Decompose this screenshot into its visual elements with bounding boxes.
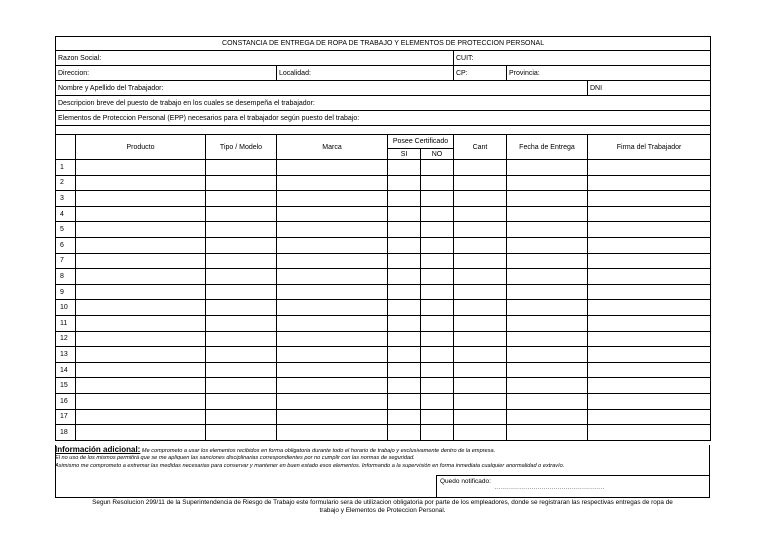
row-number: 11 bbox=[56, 315, 76, 331]
producto-cell[interactable] bbox=[76, 253, 206, 269]
table-row bbox=[56, 409, 711, 425]
firma-cell[interactable] bbox=[588, 347, 711, 363]
fecha-entrega-cell[interactable] bbox=[507, 269, 588, 285]
no-cell[interactable] bbox=[421, 300, 454, 316]
table-row bbox=[56, 362, 711, 378]
no-cell[interactable] bbox=[421, 160, 454, 176]
firma-cell[interactable] bbox=[588, 253, 711, 269]
header-cant: Cant bbox=[454, 135, 507, 160]
firma-cell[interactable] bbox=[588, 315, 711, 331]
producto-cell[interactable] bbox=[76, 175, 206, 191]
row-number: 13 bbox=[56, 347, 76, 363]
fecha-entrega-cell[interactable] bbox=[507, 393, 588, 409]
no-cell[interactable] bbox=[421, 378, 454, 394]
table-row bbox=[56, 269, 711, 285]
no-cell[interactable] bbox=[421, 206, 454, 222]
cant-cell[interactable] bbox=[454, 237, 507, 253]
cuit-field[interactable]: CUIT: bbox=[454, 51, 711, 66]
firma-cell[interactable] bbox=[588, 362, 711, 378]
si-cell[interactable] bbox=[388, 409, 421, 425]
fecha-entrega-cell[interactable] bbox=[507, 300, 588, 316]
cant-cell[interactable] bbox=[454, 315, 507, 331]
nombre-trabajador-field[interactable]: Nombre y Apellido del Trabajador: bbox=[56, 81, 588, 96]
notificado-box[interactable] bbox=[436, 475, 709, 498]
si-cell[interactable] bbox=[388, 175, 421, 191]
adicional-text-2: El no uso de los mismos permitirá que se me apliquen las sanciones disciplinarias correspondientes por no cumplir con las normas de seguridad. bbox=[55, 455, 415, 461]
cant-cell[interactable] bbox=[454, 284, 507, 300]
firma-cell[interactable] bbox=[588, 331, 711, 347]
producto-cell[interactable] bbox=[76, 269, 206, 285]
tipo-modelo-cell[interactable] bbox=[206, 160, 277, 176]
footer-line-2: trabajo y Elementos de Proteccion Personal. bbox=[319, 507, 446, 514]
tipo-modelo-cell[interactable] bbox=[206, 362, 277, 378]
row-number: 3 bbox=[56, 191, 76, 207]
si-cell[interactable] bbox=[388, 393, 421, 409]
fecha-entrega-cell[interactable] bbox=[507, 222, 588, 238]
marca-cell[interactable] bbox=[277, 393, 388, 409]
epp-necesarios-label: Elementos de Proteccion Personal (EPP) necesarios para el trabajador según puesto del trabajo: bbox=[56, 111, 711, 126]
marca-cell[interactable] bbox=[277, 362, 388, 378]
marca-cell[interactable] bbox=[277, 191, 388, 207]
fecha-entrega-cell[interactable] bbox=[507, 315, 588, 331]
header-fecha-entrega: Fecha de Entrega bbox=[507, 135, 588, 160]
marca-cell[interactable] bbox=[277, 425, 388, 441]
table-row bbox=[56, 284, 711, 300]
notificado-label: Quedo notificado: bbox=[440, 478, 491, 485]
row-number: 4 bbox=[56, 206, 76, 222]
table-row bbox=[56, 300, 711, 316]
row-number: 12 bbox=[56, 331, 76, 347]
no-cell[interactable] bbox=[421, 362, 454, 378]
producto-cell[interactable] bbox=[76, 222, 206, 238]
row-number: 2 bbox=[56, 175, 76, 191]
tipo-modelo-cell[interactable] bbox=[206, 175, 277, 191]
localidad-field[interactable]: Localidad: bbox=[277, 66, 454, 81]
cant-cell[interactable] bbox=[454, 160, 507, 176]
fecha-entrega-cell[interactable] bbox=[507, 409, 588, 425]
marca-cell[interactable] bbox=[277, 206, 388, 222]
no-cell[interactable] bbox=[421, 237, 454, 253]
header-number-cell bbox=[56, 135, 76, 160]
marca-cell[interactable] bbox=[277, 160, 388, 176]
table-row bbox=[56, 191, 711, 207]
table-row bbox=[56, 253, 711, 269]
header-posee-certificado: Posee Certificado bbox=[388, 135, 454, 149]
marca-cell[interactable] bbox=[277, 222, 388, 238]
producto-cell[interactable] bbox=[76, 362, 206, 378]
firma-cell[interactable] bbox=[588, 222, 711, 238]
producto-cell[interactable] bbox=[76, 409, 206, 425]
marca-cell[interactable] bbox=[277, 253, 388, 269]
firma-cell[interactable] bbox=[588, 237, 711, 253]
row-number: 14 bbox=[56, 362, 76, 378]
cant-cell[interactable] bbox=[454, 222, 507, 238]
fecha-entrega-cell[interactable] bbox=[507, 284, 588, 300]
tipo-modelo-cell[interactable] bbox=[206, 378, 277, 394]
header-tipo-modelo: Tipo / Modelo bbox=[206, 135, 277, 160]
fecha-entrega-cell[interactable] bbox=[507, 206, 588, 222]
producto-cell[interactable] bbox=[76, 315, 206, 331]
marca-cell[interactable] bbox=[277, 378, 388, 394]
table-row bbox=[56, 331, 711, 347]
row-number: 16 bbox=[56, 393, 76, 409]
producto-cell[interactable] bbox=[76, 300, 206, 316]
marca-cell[interactable] bbox=[277, 175, 388, 191]
tipo-modelo-cell[interactable] bbox=[206, 425, 277, 441]
row-number: 8 bbox=[56, 269, 76, 285]
marca-cell[interactable] bbox=[277, 331, 388, 347]
form-table bbox=[55, 36, 711, 441]
firma-cell[interactable] bbox=[588, 393, 711, 409]
si-cell[interactable] bbox=[388, 206, 421, 222]
cant-cell[interactable] bbox=[454, 175, 507, 191]
firma-cell[interactable] bbox=[588, 284, 711, 300]
row-number: 7 bbox=[56, 253, 76, 269]
producto-cell[interactable] bbox=[76, 191, 206, 207]
tipo-modelo-cell[interactable] bbox=[206, 331, 277, 347]
fecha-entrega-cell[interactable] bbox=[507, 237, 588, 253]
row-number: 18 bbox=[56, 425, 76, 441]
si-cell[interactable] bbox=[388, 315, 421, 331]
producto-cell[interactable] bbox=[76, 206, 206, 222]
firma-cell[interactable] bbox=[588, 175, 711, 191]
si-cell[interactable] bbox=[388, 331, 421, 347]
cant-cell[interactable] bbox=[454, 378, 507, 394]
si-cell[interactable] bbox=[388, 237, 421, 253]
tipo-modelo-cell[interactable] bbox=[206, 315, 277, 331]
si-cell[interactable] bbox=[388, 191, 421, 207]
producto-cell[interactable] bbox=[76, 160, 206, 176]
marca-cell[interactable] bbox=[277, 284, 388, 300]
firma-cell[interactable] bbox=[588, 160, 711, 176]
tipo-modelo-cell[interactable] bbox=[206, 409, 277, 425]
fecha-entrega-cell[interactable] bbox=[507, 191, 588, 207]
si-cell[interactable] bbox=[388, 425, 421, 441]
producto-cell[interactable] bbox=[76, 425, 206, 441]
no-cell[interactable] bbox=[421, 425, 454, 441]
firma-cell[interactable] bbox=[588, 300, 711, 316]
fecha-entrega-cell[interactable] bbox=[507, 425, 588, 441]
no-cell[interactable] bbox=[421, 191, 454, 207]
no-cell[interactable] bbox=[421, 284, 454, 300]
producto-cell[interactable] bbox=[76, 284, 206, 300]
table-row bbox=[56, 222, 711, 238]
cant-cell[interactable] bbox=[454, 425, 507, 441]
dni-field[interactable]: DNI bbox=[588, 81, 711, 96]
firma-cell[interactable] bbox=[588, 425, 711, 441]
cant-cell[interactable] bbox=[454, 253, 507, 269]
row-number: 6 bbox=[56, 237, 76, 253]
firma-cell[interactable] bbox=[588, 378, 711, 394]
no-cell[interactable] bbox=[421, 222, 454, 238]
provincia-field[interactable]: Provincia: bbox=[507, 66, 711, 81]
marca-cell[interactable] bbox=[277, 347, 388, 363]
fecha-entrega-cell[interactable] bbox=[507, 160, 588, 176]
tipo-modelo-cell[interactable] bbox=[206, 284, 277, 300]
table-row bbox=[56, 206, 711, 222]
no-cell[interactable] bbox=[421, 393, 454, 409]
no-cell[interactable] bbox=[421, 253, 454, 269]
marca-cell[interactable] bbox=[277, 237, 388, 253]
epp-rows bbox=[56, 160, 711, 441]
fecha-entrega-cell[interactable] bbox=[507, 378, 588, 394]
header-no: NO bbox=[421, 149, 454, 160]
row-number: 17 bbox=[56, 409, 76, 425]
tipo-modelo-cell[interactable] bbox=[206, 269, 277, 285]
no-cell[interactable] bbox=[421, 269, 454, 285]
header-producto: Producto bbox=[76, 135, 206, 160]
tipo-modelo-cell[interactable] bbox=[206, 393, 277, 409]
si-cell[interactable] bbox=[388, 253, 421, 269]
firma-cell[interactable] bbox=[588, 269, 711, 285]
cant-cell[interactable] bbox=[454, 331, 507, 347]
cant-cell[interactable] bbox=[454, 347, 507, 363]
cant-cell[interactable] bbox=[454, 206, 507, 222]
cant-cell[interactable] bbox=[454, 269, 507, 285]
cant-cell[interactable] bbox=[454, 300, 507, 316]
adicional-text-3: Asimismo me comprometo a extremar las medidas necesarias para conservar y mantener en buen estado esos elementos. Informando a la supervisión en forma inmediata cualquier anormalidad o extravío. bbox=[55, 463, 565, 469]
cant-cell[interactable] bbox=[454, 393, 507, 409]
direccion-field[interactable]: Direccion: bbox=[56, 66, 277, 81]
tipo-modelo-cell[interactable] bbox=[206, 191, 277, 207]
si-cell[interactable] bbox=[388, 269, 421, 285]
cant-cell[interactable] bbox=[454, 409, 507, 425]
tipo-modelo-cell[interactable] bbox=[206, 253, 277, 269]
tipo-modelo-cell[interactable] bbox=[206, 300, 277, 316]
fecha-entrega-cell[interactable] bbox=[507, 175, 588, 191]
no-cell[interactable] bbox=[421, 331, 454, 347]
row-number: 1 bbox=[56, 160, 76, 176]
form-title: CONSTANCIA DE ENTREGA DE ROPA DE TRABAJO Y ELEMENTOS DE PROTECCION PERSONAL bbox=[56, 37, 711, 51]
si-cell[interactable] bbox=[388, 300, 421, 316]
firma-cell[interactable] bbox=[588, 191, 711, 207]
si-cell[interactable] bbox=[388, 347, 421, 363]
marca-cell[interactable] bbox=[277, 315, 388, 331]
producto-cell[interactable] bbox=[76, 331, 206, 347]
cant-cell[interactable] bbox=[454, 362, 507, 378]
row-number: 9 bbox=[56, 284, 76, 300]
tipo-modelo-cell[interactable] bbox=[206, 237, 277, 253]
tipo-modelo-cell[interactable] bbox=[206, 222, 277, 238]
no-cell[interactable] bbox=[421, 315, 454, 331]
footer-note bbox=[55, 499, 710, 515]
tipo-modelo-cell[interactable] bbox=[206, 347, 277, 363]
producto-cell[interactable] bbox=[76, 393, 206, 409]
row-number: 10 bbox=[56, 300, 76, 316]
si-cell[interactable] bbox=[388, 378, 421, 394]
table-row bbox=[56, 347, 711, 363]
fecha-entrega-cell[interactable] bbox=[507, 331, 588, 347]
epp-spacer bbox=[56, 126, 711, 135]
cant-cell[interactable] bbox=[454, 191, 507, 207]
table-row bbox=[56, 425, 711, 441]
producto-cell[interactable] bbox=[76, 378, 206, 394]
adicional-label: Información adicional: bbox=[55, 445, 141, 454]
row-number: 15 bbox=[56, 378, 76, 394]
table-row bbox=[56, 237, 711, 253]
marca-cell[interactable] bbox=[277, 300, 388, 316]
no-cell[interactable] bbox=[421, 175, 454, 191]
table-row bbox=[56, 175, 711, 191]
no-cell[interactable] bbox=[421, 347, 454, 363]
header-firma-trabajador: Firma del Trabajador bbox=[588, 135, 711, 160]
si-cell[interactable] bbox=[388, 362, 421, 378]
si-cell[interactable] bbox=[388, 222, 421, 238]
tipo-modelo-cell[interactable] bbox=[206, 206, 277, 222]
firma-cell[interactable] bbox=[588, 206, 711, 222]
producto-cell[interactable] bbox=[76, 237, 206, 253]
razon-social-field[interactable]: Razon Social: bbox=[56, 51, 454, 66]
form-sheet bbox=[55, 36, 710, 441]
firma-cell[interactable] bbox=[588, 409, 711, 425]
producto-cell[interactable] bbox=[76, 347, 206, 363]
header-si: SI bbox=[388, 149, 421, 160]
table-row bbox=[56, 315, 711, 331]
row-number: 5 bbox=[56, 222, 76, 238]
table-row bbox=[56, 378, 711, 394]
header-marca: Marca bbox=[277, 135, 388, 160]
si-cell[interactable] bbox=[388, 160, 421, 176]
fecha-entrega-cell[interactable] bbox=[507, 253, 588, 269]
marca-cell[interactable] bbox=[277, 269, 388, 285]
fecha-entrega-cell[interactable] bbox=[507, 362, 588, 378]
table-row bbox=[56, 393, 711, 409]
no-cell[interactable] bbox=[421, 409, 454, 425]
fecha-entrega-cell[interactable] bbox=[507, 347, 588, 363]
cp-field[interactable]: CP: bbox=[454, 66, 507, 81]
marca-cell[interactable] bbox=[277, 409, 388, 425]
notificado-signature-line[interactable]: ...................................................... bbox=[495, 485, 605, 491]
footer-line-1: Segun Resolucion 299/11 de la Superintendencia de Riesgo de Trabajo este formulario sera de utilizacion obligatoria por parte de los empleadores, donde se registraran las respectivas entregas de ropa de bbox=[92, 499, 673, 506]
table-row bbox=[56, 160, 711, 176]
descripcion-puesto-field[interactable]: Descripcion breve del puesto de trabajo en los cuales se desempeña el trabajador: bbox=[56, 96, 711, 111]
si-cell[interactable] bbox=[388, 284, 421, 300]
adicional-line-1 bbox=[55, 446, 710, 455]
adicional-text-1: Me comprometo a usar los elementos recibidos en forma obligatoria durante todo el horario de trabajo y exclusivamente dentro de la empresa. bbox=[141, 448, 496, 454]
